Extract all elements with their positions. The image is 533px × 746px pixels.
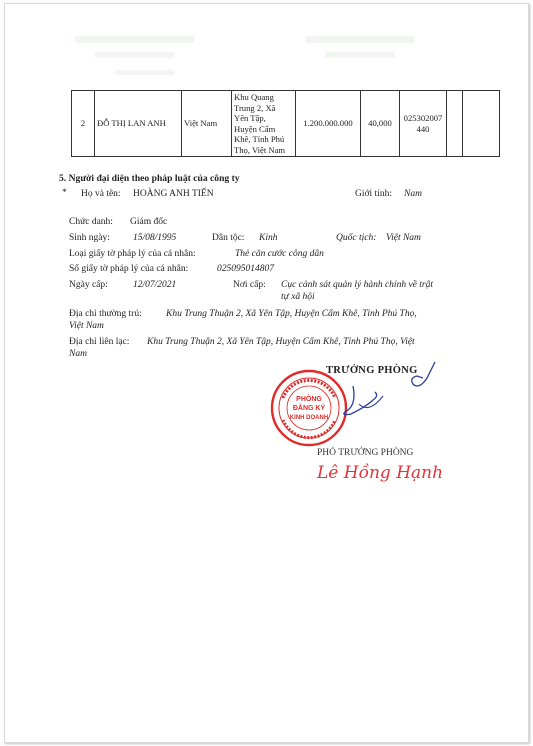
svg-text:KINH DOANH: KINH DOANH <box>289 415 329 421</box>
issue-place-line1: Cục cảnh sát quản lý hành chính về trật <box>281 280 433 290</box>
doc-number-value: 025095014807 <box>217 264 274 274</box>
issue-date-label: Ngày cấp: <box>69 280 108 290</box>
members-table <box>71 90 500 157</box>
issue-place-label: Nơi cấp: <box>233 280 266 290</box>
nationality-label: Quốc tịch: <box>336 233 377 243</box>
contact-address-line1: Khu Trung Thuận 2, Xã Yên Tập, Huyện Cẩm Khê, Tỉnh Phú Thọ, Việt <box>147 337 415 347</box>
permanent-address-label: Địa chỉ thường trú: <box>69 309 142 319</box>
capital-amount: 1.200.000.000 <box>296 91 361 157</box>
show-through-shadow <box>5 22 528 92</box>
head-of-office-title: TRƯỞNG PHÒNG <box>326 365 418 376</box>
nationality-value: Việt Nam <box>386 233 421 243</box>
member-name: ĐỖ THỊ LAN ANH <box>95 91 182 157</box>
member-address: Khu Quang Trung 2, Xã Yên Tập, Huyện Cẩm Khê, Tỉnh Phú Thọ, Việt Nam <box>232 91 296 157</box>
empty-cell <box>463 91 500 157</box>
row-number: 2 <box>72 91 95 157</box>
title-label: Chức danh: <box>69 217 113 227</box>
issue-place-line2: tự xã hội <box>281 292 315 302</box>
gender-value: Nam <box>404 189 422 199</box>
deputy-head-title: PHÓ TRƯỞNG PHÒNG <box>317 448 414 458</box>
dob-value: 15/08/1995 <box>133 233 177 243</box>
member-id-number: 025302007 440 <box>400 91 447 157</box>
bullet-star: * <box>62 188 67 198</box>
svg-text:ĐĂNG KÝ: ĐĂNG KÝ <box>292 405 326 412</box>
permanent-address-line2: Việt Nam <box>69 321 104 331</box>
ethnic-label: Dân tộc: <box>212 233 245 243</box>
permanent-address-line1: Khu Trung Thuận 2, Xã Yên Tập, Huyện Cẩm Khê, Tỉnh Phú Thọ, <box>166 309 417 319</box>
fullname-value: HOÀNG ANH TIẾN <box>133 189 214 199</box>
ethnic-value: Kinh <box>259 233 278 243</box>
dob-label: Sinh ngày: <box>69 233 110 243</box>
doc-type-value: Thẻ căn cước công dân <box>235 249 324 259</box>
gender-label: Giới tính: <box>355 189 392 199</box>
table-row <box>72 91 500 157</box>
document-page <box>4 3 529 743</box>
contact-address-line2: Nam <box>69 349 87 359</box>
issue-date-value: 12/07/2021 <box>133 280 177 290</box>
doc-type-label: Loại giấy tờ pháp lý của cá nhân: <box>69 249 196 259</box>
title-value: Giám đốc <box>130 217 168 227</box>
svg-text:PHÒNG: PHÒNG <box>296 396 322 403</box>
member-nationality: Việt Nam <box>182 91 232 157</box>
empty-cell <box>447 91 463 157</box>
doc-number-label: Số giấy tờ pháp lý của cá nhân: <box>69 264 189 274</box>
fullname-label: Họ và tên: <box>81 189 121 199</box>
capital-percent: 40,000 <box>361 91 400 157</box>
signature-scribble <box>323 356 453 426</box>
signer-name: Lê Hồng Hạnh <box>317 463 444 483</box>
contact-address-label: Địa chỉ liên lạc: <box>69 337 130 347</box>
section-5-heading: 5. Người đại diện theo pháp luật của công ty <box>59 173 240 184</box>
